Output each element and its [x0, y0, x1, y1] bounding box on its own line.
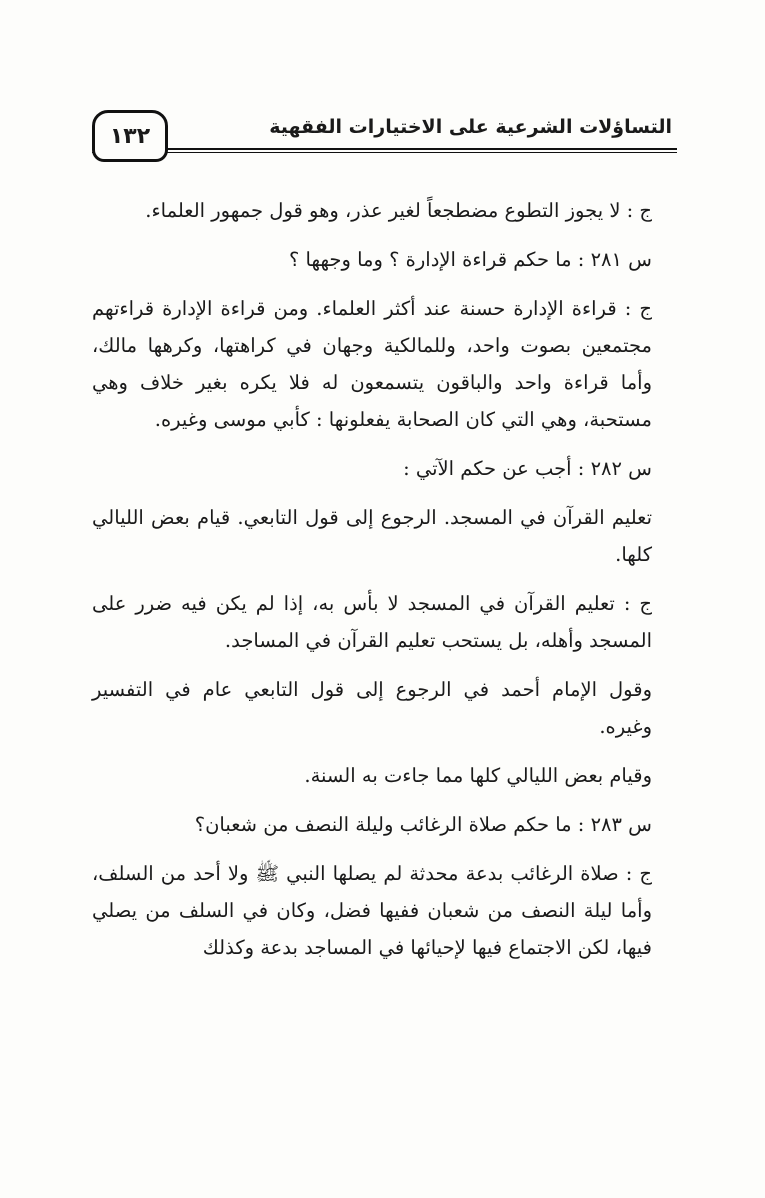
question-282: س ٢٨٢ : أجب عن حكم الآتي : — [403, 457, 652, 480]
page-header — [92, 108, 677, 160]
answer-paragraph: ج : لا يجوز التطوع مضطجعاً لغير عذر، وهو قول جمهور العلماء. — [145, 199, 652, 222]
question-282-items: تعليم القرآن في المسجد. الرجوع إلى قول التابعي. قيام بعض الليالي كلها. — [92, 506, 652, 566]
answer-paragraph: ج : تعليم القرآن في المسجد لا بأس به، إذا لم يكن فيه ضرر على المسجد وأهله، بل يستحب تعليم القرآن في المساجد. — [92, 592, 652, 652]
running-title: التساؤلات الشرعية على الاختيارات الفقهية — [269, 116, 672, 138]
question-283: س ٢٨٣ : ما حكم صلاة الرغائب وليلة النصف من شعبان؟ — [194, 813, 652, 836]
answer-paragraph: وقول الإمام أحمد في الرجوع إلى قول التابعي عام في التفسير وغيره. — [92, 678, 652, 738]
answer-paragraph: وقيام بعض الليالي كلها مما جاءت به السنة. — [304, 764, 652, 787]
page-body — [92, 192, 677, 978]
header-rule — [92, 148, 677, 153]
question-281: س ٢٨١ : ما حكم قراءة الإدارة ؟ وما وجهها ؟ — [288, 248, 652, 271]
answer-paragraph: ج : قراءة الإدارة حسنة عند أكثر العلماء. ومن قراءة الإدارة قراءتهم مجتمعين بصوت واحد، وللمالكية وجهان في كراهتها، وكرهها مالك، وأما قراءة واحد والباقون يتسمعون له فلا يكره بغير خلاف وهي مستحبة، وهي التي كان الصحابة يفعلونها : كأبي موسى وغيره. — [92, 297, 652, 431]
answer-paragraph: ج : صلاة الرغائب بدعة محدثة لم يصلها النبي ﷺ ولا أحد من السلف، وأما ليلة النصف من شعبان ففيها فضل، وكان في السلف من يصلي فيها، لكن الاجتماع فيها لإحيائها في المساجد بدعة وكذلك — [92, 862, 652, 959]
page-number: ١٣٢ — [92, 110, 168, 162]
